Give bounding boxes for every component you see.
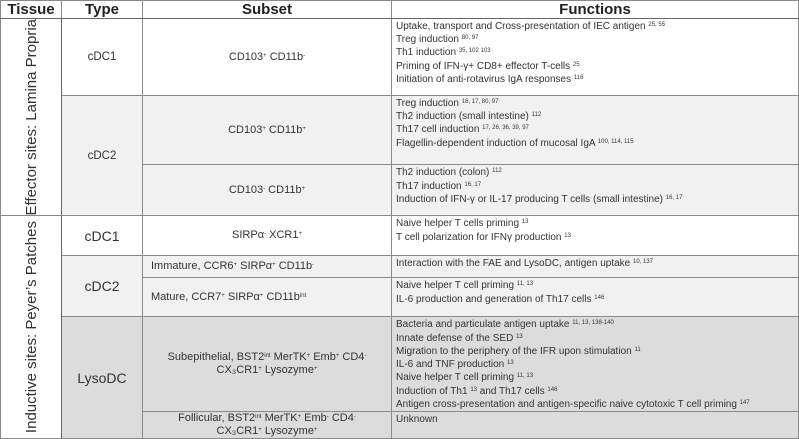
- function-text: Bacteria and particulate antigen uptake: [396, 319, 573, 331]
- marker-superscript: +: [221, 292, 225, 299]
- type-cell: cDC2: [62, 256, 143, 317]
- reference-numbers: 116: [573, 74, 584, 81]
- function-item: [396, 20, 798, 33]
- marker-superscript: -: [312, 262, 315, 269]
- tissue-cell: [1, 216, 62, 439]
- type-cell: LysoDC: [62, 317, 143, 439]
- reference-numbers: 16, 17: [464, 181, 482, 188]
- function-item: [396, 293, 798, 306]
- function-text: Priming of IFN-γ+ CD8+ effector T-cells: [396, 60, 573, 72]
- subset-marker: SIRPα: [224, 290, 260, 303]
- function-item: [396, 279, 798, 292]
- function-text: Innate defense of the SED: [396, 332, 517, 344]
- reference-numbers: 146: [547, 386, 558, 393]
- marker-superscript: +: [313, 427, 318, 434]
- reference-numbers: 16, 17: [665, 194, 683, 201]
- reference-numbers: 16, 17, 80, 97: [461, 99, 499, 105]
- function-text: Induction of Th1: [396, 385, 471, 397]
- subset-cell: [143, 256, 392, 278]
- marker-superscript: int: [264, 353, 271, 360]
- function-text: Th2 induction (colon): [396, 167, 493, 179]
- reference-numbers: 146: [594, 294, 605, 301]
- subset-cell: [143, 165, 392, 216]
- function-item: [396, 123, 798, 136]
- function-item: [396, 137, 798, 150]
- function-text: Th17 cell induction: [396, 124, 483, 136]
- function-item: [396, 318, 798, 331]
- function-item: [396, 358, 798, 371]
- subset-marker: CD103: [228, 123, 263, 136]
- reference-numbers: 112: [531, 112, 542, 119]
- marker-superscript: +: [335, 353, 340, 360]
- subset-marker: Emb: [310, 351, 336, 364]
- subset-cell: [143, 96, 392, 165]
- reference-numbers: 10, 137: [633, 259, 654, 266]
- subset-marker: CX₃CR1: [216, 364, 259, 377]
- subset-marker: CD4: [339, 351, 365, 364]
- function-text: Antigen cross-presentation and antigen-specific naive cytotoxic T cell priming: [396, 398, 740, 410]
- reference-numbers: 25, 55: [648, 22, 666, 28]
- subset-marker: Mature, CCR7: [151, 290, 222, 303]
- type-cell: cDC1: [62, 19, 143, 96]
- function-item: [396, 166, 798, 179]
- reference-numbers: 100, 114, 115: [597, 138, 634, 145]
- function-text: Naive helper T cells priming: [396, 218, 522, 230]
- function-item: [396, 231, 798, 244]
- tissue-cell: [1, 19, 62, 216]
- reference-numbers: 17, 26, 36, 39, 97: [482, 125, 529, 132]
- marker-superscript: +: [258, 427, 262, 434]
- function-item: [396, 257, 798, 270]
- function-text: Treg induction: [396, 34, 462, 46]
- tissue-label: Inductive sites: Peyer’s Patches: [22, 221, 40, 434]
- subset-marker: CX₃CR1: [216, 425, 259, 438]
- function-item: [396, 345, 798, 358]
- function-text: IL-6 and TNF production: [396, 359, 507, 371]
- subset-marker: Immature, CCR6: [151, 260, 234, 273]
- functions-cell: [392, 216, 799, 256]
- function-item: [396, 398, 798, 411]
- functions-cell: [392, 412, 799, 439]
- subset-marker: CD11b: [266, 50, 304, 63]
- marker-superscript: +: [263, 52, 267, 59]
- reference-numbers: 13: [470, 386, 477, 393]
- subset-marker: CD103: [228, 183, 264, 196]
- function-item: [396, 97, 798, 110]
- subset-marker: XCR1: [266, 229, 299, 242]
- header-subset: Subset: [143, 1, 392, 19]
- function-item: [396, 193, 798, 206]
- function-item: [396, 180, 798, 193]
- subset-marker: CD103: [228, 50, 264, 63]
- reference-numbers: 11, 13: [516, 373, 534, 380]
- function-text: T cell polarization for IFNγ production: [396, 231, 565, 243]
- function-text: Treg induction: [396, 98, 462, 109]
- function-text: Naive helper T cell priming: [396, 280, 517, 292]
- reference-numbers: 25: [572, 61, 580, 68]
- function-text: Th17 induction: [396, 180, 465, 192]
- marker-superscript: -: [364, 353, 367, 360]
- marker-superscript: +: [262, 125, 266, 132]
- function-item: [396, 371, 798, 384]
- function-text: Unknown: [396, 414, 438, 426]
- subset-marker: CD11b: [265, 123, 303, 136]
- reference-numbers: 11: [634, 346, 641, 353]
- reference-numbers: 35, 102 103: [458, 48, 491, 55]
- header-row: [1, 1, 799, 19]
- function-item: [396, 46, 798, 59]
- table-row: [1, 256, 799, 278]
- reference-numbers: 13: [507, 360, 514, 367]
- function-text: Uptake, transport and Cross-presentation of IEC antigen: [396, 21, 649, 32]
- function-text: Migration to the periphery of the IFR upon stimulation: [396, 345, 635, 357]
- function-text: IL-6 production and generation of Th17 cells: [396, 293, 595, 305]
- table-row: [1, 317, 799, 412]
- marker-superscript: -: [264, 231, 267, 238]
- functions-cell: [392, 256, 799, 278]
- subset-marker: CD11b: [263, 290, 300, 303]
- reference-numbers: 11, 13, 138-140: [572, 320, 614, 327]
- function-item: [396, 73, 798, 86]
- function-item: [396, 413, 798, 426]
- functions-cell: [392, 19, 799, 96]
- reference-numbers: 147: [739, 399, 750, 406]
- subset-marker: CD11b: [275, 260, 313, 273]
- subset-cell: [143, 317, 392, 412]
- marker-superscript: -: [353, 414, 356, 421]
- function-text: Initiation of anti-rotavirus IgA responses: [396, 73, 574, 85]
- marker-superscript: +: [258, 366, 262, 373]
- subset-marker: CD11b: [265, 183, 302, 196]
- marker-superscript: +: [259, 292, 264, 299]
- reference-numbers: 13: [516, 333, 523, 340]
- table-row: [1, 216, 799, 256]
- subset-marker: SIRPα: [237, 260, 273, 273]
- header-functions: Functions: [392, 1, 799, 19]
- marker-superscript: int: [255, 414, 262, 421]
- subset-marker: Lysozyme: [261, 364, 314, 377]
- marker-superscript: +: [233, 262, 238, 269]
- function-text: Naive helper T cell priming: [396, 372, 517, 384]
- marker-superscript: -: [303, 52, 306, 59]
- marker-superscript: +: [298, 231, 302, 238]
- function-item: [396, 385, 798, 398]
- function-item: [396, 60, 798, 73]
- table-row: [1, 19, 799, 96]
- functions-cell: [392, 165, 799, 216]
- reference-numbers: 13: [521, 219, 529, 226]
- subset-marker: Emb: [301, 412, 327, 425]
- function-item: [396, 33, 798, 46]
- marker-superscript: -: [326, 414, 329, 421]
- marker-superscript: +: [297, 414, 302, 421]
- subset-cell: [143, 412, 392, 439]
- functions-cell: [392, 317, 799, 412]
- subset-marker: Lysozyme: [261, 425, 314, 438]
- marker-superscript: +: [302, 125, 306, 132]
- subset-marker: Subepithelial, BST2: [167, 351, 265, 364]
- subset-marker: Follicular, BST2: [178, 412, 256, 425]
- marker-superscript: -: [263, 185, 266, 192]
- function-text: and Th17 cells: [477, 385, 548, 397]
- function-item: [396, 332, 798, 345]
- header-tissue: Tissue: [1, 1, 62, 19]
- marker-superscript: +: [301, 185, 306, 192]
- subset-cell: [143, 19, 392, 96]
- functions-cell: [392, 278, 799, 317]
- subset-marker: SIRPα: [232, 229, 265, 242]
- function-text: Interaction with the FAE and LysoDC, antigen uptake: [396, 258, 633, 270]
- table-row: [1, 96, 799, 165]
- type-cell: cDC2: [62, 96, 143, 216]
- function-text: Induction of IFN-γ or IL-17 producing T cells (small intestine): [396, 193, 666, 205]
- reference-numbers: 80, 97: [461, 35, 479, 42]
- marker-superscript: +: [272, 262, 276, 269]
- subset-marker: MerTK: [270, 351, 307, 364]
- reference-numbers: 13: [564, 232, 571, 239]
- marker-superscript: +: [306, 353, 311, 360]
- marker-superscript: +: [313, 366, 318, 373]
- subset-cell: [143, 278, 392, 317]
- subset-marker: MerTK: [261, 412, 298, 425]
- subset-marker: CD4: [328, 412, 354, 425]
- tissue-label: Effector sites: Lamina Propria: [22, 19, 40, 216]
- function-item: [396, 217, 798, 230]
- function-text: Flagellin-dependent induction of mucosal IgA: [396, 137, 598, 149]
- marker-superscript: int: [299, 292, 307, 299]
- reference-numbers: 112: [492, 168, 502, 175]
- subset-cell: [143, 216, 392, 256]
- function-text: Th1 induction: [396, 47, 459, 59]
- header-type: Type: [62, 1, 143, 19]
- reference-numbers: 11, 13: [516, 281, 534, 288]
- function-item: [396, 110, 798, 123]
- functions-cell: [392, 96, 799, 165]
- type-cell: cDC1: [62, 216, 143, 256]
- function-text: Th2 induction (small intestine): [396, 111, 532, 123]
